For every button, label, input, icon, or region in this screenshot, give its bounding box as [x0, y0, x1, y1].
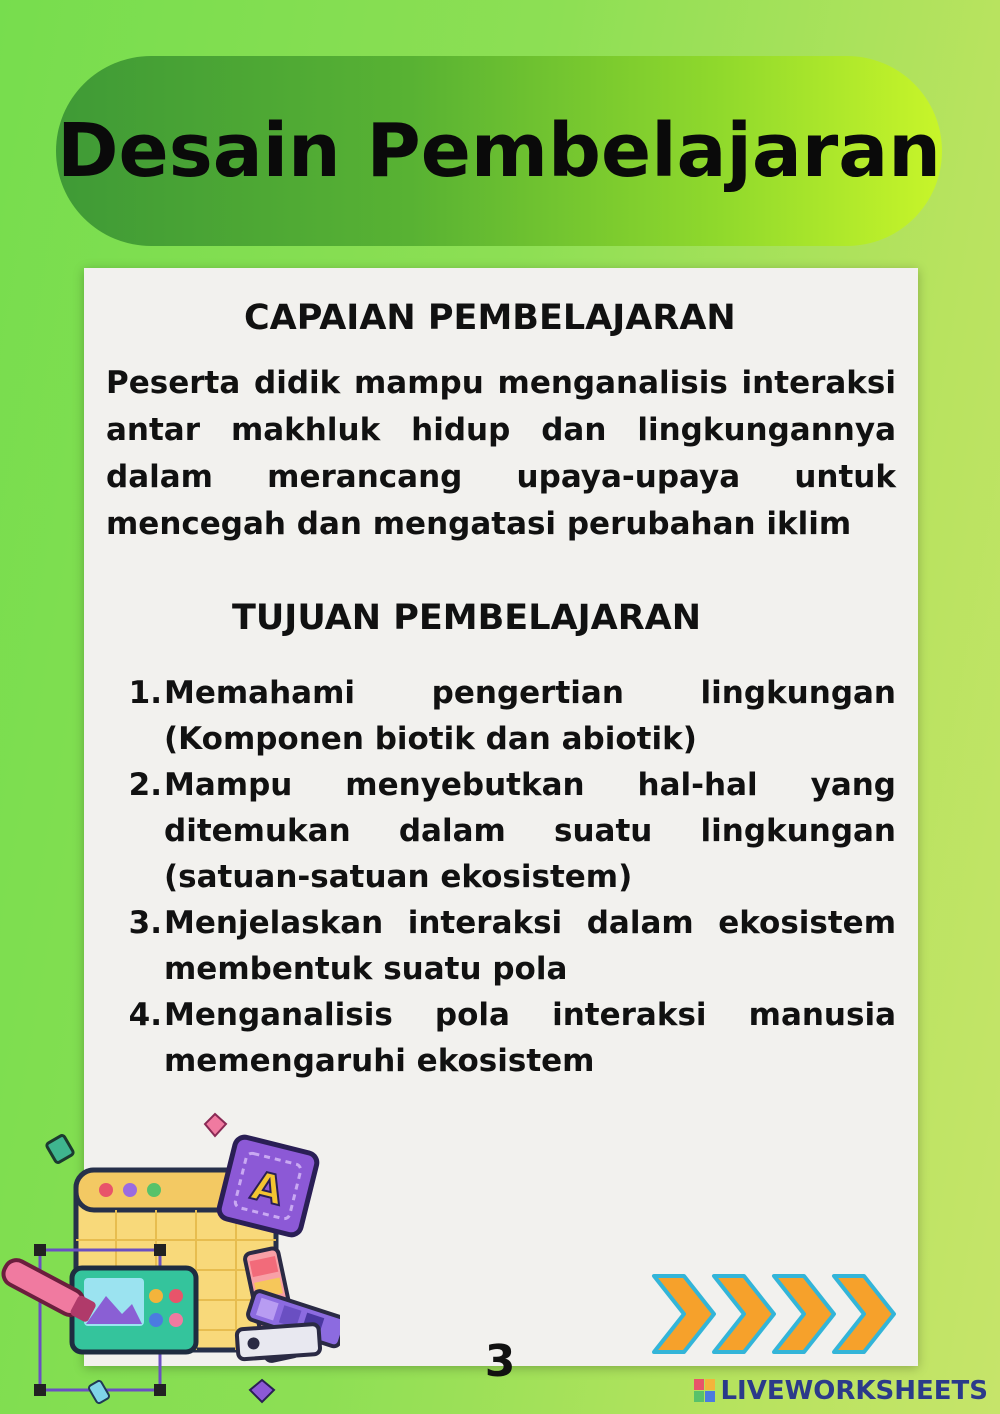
brand-name: LIVEWORKSHEETS — [720, 1376, 988, 1406]
list-item-number: 4. — [128, 997, 162, 1033]
list-item-text: Memahami pengertian lingkungan (Komponen biotik dan abiotik) — [164, 675, 896, 757]
list-item — [106, 992, 896, 1084]
list-item — [106, 900, 896, 992]
list-item-text: Menjelaskan interaksi dalam ekosistem membentuk suatu pola — [164, 905, 896, 987]
brand-logo — [694, 1376, 988, 1406]
list-item — [106, 762, 896, 900]
title-banner — [56, 56, 942, 246]
svg-text:A: A — [246, 1162, 288, 1215]
list-item-number: 1. — [128, 675, 162, 711]
list-item — [106, 670, 896, 762]
page-title: Desain Pembelajaran — [57, 108, 941, 194]
list-item-number: 2. — [128, 767, 162, 803]
tujuan-list — [106, 670, 896, 1084]
page-number: 3 — [484, 1336, 516, 1387]
liveworksheets-logo-icon — [694, 1379, 716, 1403]
list-item-text: Mampu menyebutkan hal-hal yang ditemukan dalam suatu lingkungan (satuan-satuan ekosistem) — [164, 767, 896, 895]
tujuan-heading: TUJUAN PEMBELAJARAN — [232, 598, 702, 638]
capaian-heading: CAPAIAN PEMBELAJARAN — [244, 298, 736, 338]
list-item-number: 3. — [128, 905, 162, 941]
list-item-text: Menganalisis pola interaksi manusia memengaruhi ekosistem — [164, 997, 896, 1079]
capaian-text: Peserta didik mampu menganalisis interaksi antar makhluk hidup dan lingkungannya dalam merancang upaya-upaya untuk mencegah dan mengatasi perubahan iklim — [106, 365, 896, 542]
